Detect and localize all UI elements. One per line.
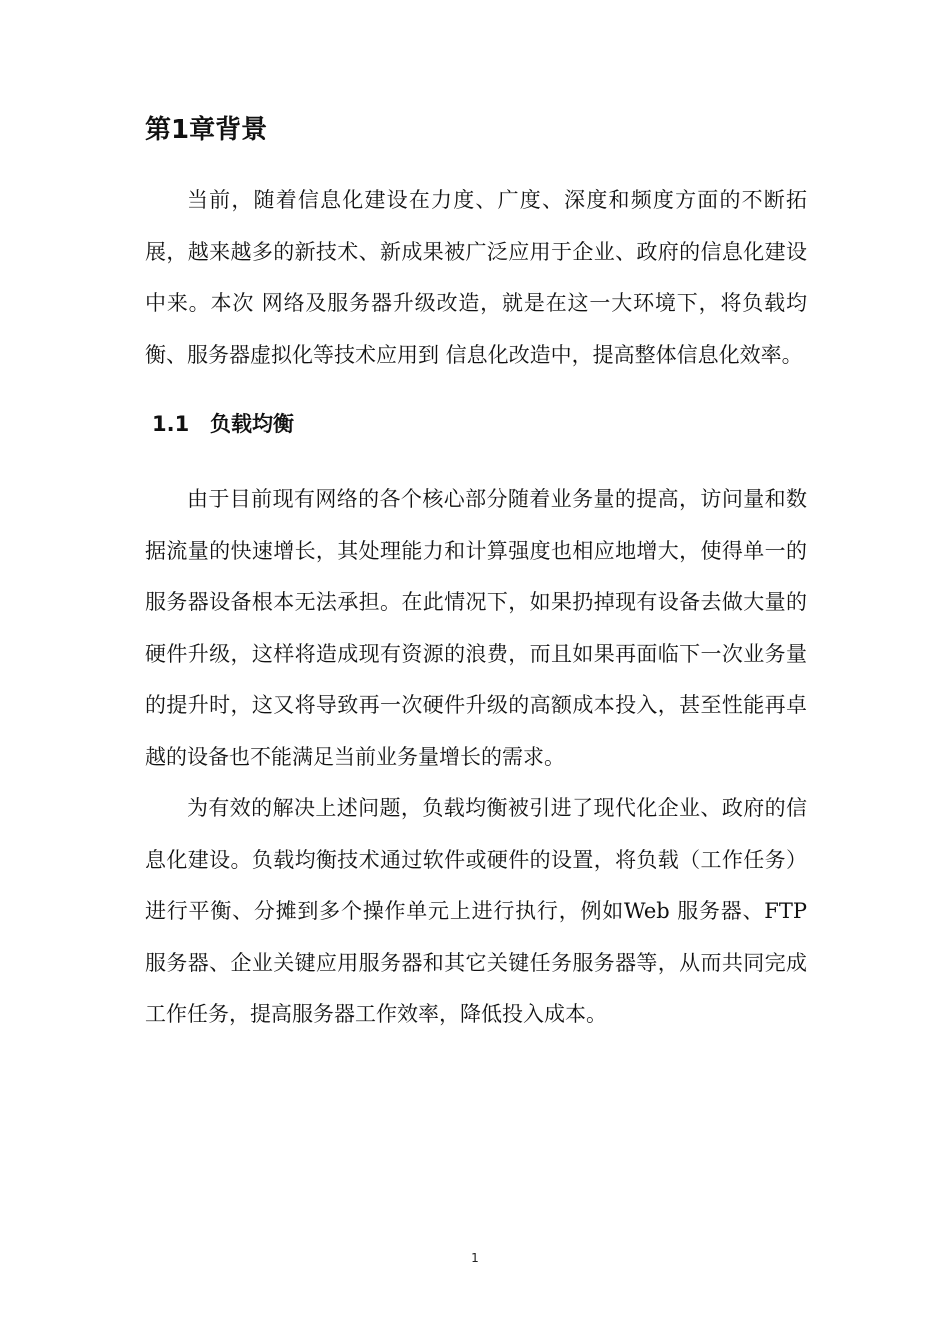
section-number: 1.1: [152, 412, 190, 436]
chapter-title: 第1章背景: [145, 115, 268, 145]
section-title: 负载均衡: [210, 412, 294, 436]
intro-paragraph: 当前，随着信息化建设在力度、广度、深度和频度方面的不断拓展，越来越多的新技术、新成果被广泛应用于企业、政府的信息化建设中来。本次 网络及服务器升级改造，就是在这一大环境下，将负载均衡、服务器虚拟化等技术应用到 信息化改造中，提高整体信息化效率。: [145, 188, 807, 367]
page-number: 1: [471, 1251, 479, 1265]
section-paragraph-2: 为有效的解决上述问题，负载均衡被引进了现代化企业、政府的信息化建设。负载均衡技术通过软件或硬件的设置，将负载（工作任务）进行平衡、分摊到多个操作单元上进行执行，例如Web 服务器、FTP 服务器、企业关键应用服务器和其它关键任务服务器等，从而共同完成工作任务，提高服务器工作效率，降低投入成本。: [145, 796, 807, 1026]
page-content: [145, 110, 807, 1041]
section-heading: [152, 409, 807, 439]
section-paragraph-1: 由于目前现有网络的各个核心部分随着业务量的提高，访问量和数据流量的快速增长，其处理能力和计算强度也相应地增大，使得单一的服务器设备根本无法承担。在此情况下，如果扔掉现有设备去做大量的硬件升级，这样将造成现有资源的浪费，而且如果再面临下一次业务量的提升时，这又将导致再一次硬件升级的高额成本投入，甚至性能再卓越的设备也不能满足当前业务量增长的需求。: [145, 487, 807, 769]
